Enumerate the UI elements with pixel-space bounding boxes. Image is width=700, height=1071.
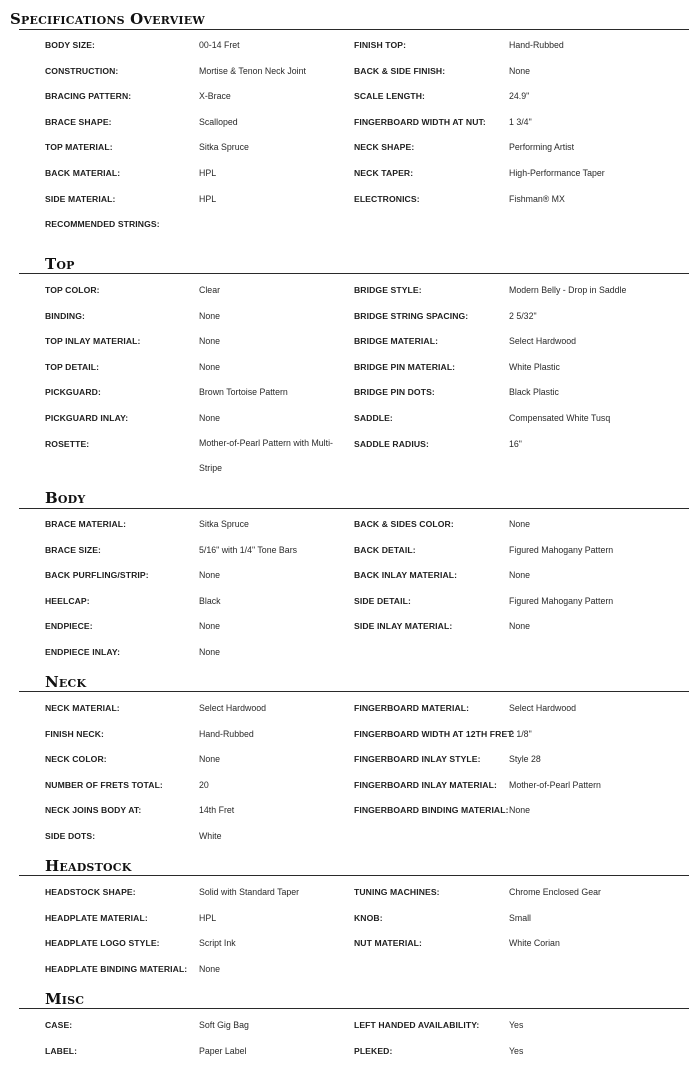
spec-label: BRIDGE PIN DOTS: — [354, 387, 435, 397]
spec-row — [0, 964, 700, 989]
section-divider — [19, 273, 689, 274]
spec-value: None — [509, 621, 531, 631]
spec-value: Yes — [509, 1046, 524, 1056]
spec-row — [0, 336, 700, 361]
spec-value: Clear — [199, 285, 221, 295]
spec-label: TOP DETAIL: — [45, 362, 100, 372]
spec-label: BACK & SIDE FINISH: — [354, 66, 446, 76]
spec-value: Select Hardwood — [509, 703, 576, 713]
spec-row — [0, 1046, 700, 1071]
spec-value: 2 5/32" — [509, 311, 537, 321]
spec-label: PICKGUARD INLAY: — [45, 413, 129, 423]
spec-value: None — [509, 570, 531, 580]
spec-row — [0, 703, 700, 728]
spec-label: TOP INLAY MATERIAL: — [45, 336, 141, 346]
spec-row — [0, 913, 700, 938]
spec-row — [0, 647, 700, 672]
spec-value: None — [199, 311, 221, 321]
spec-value: HPL — [199, 168, 217, 178]
spec-value: 2 1/8" — [509, 729, 532, 739]
spec-value: None — [199, 621, 221, 631]
spec-label: BACK INLAY MATERIAL: — [354, 570, 458, 580]
spec-value: None — [199, 413, 221, 423]
spec-row — [0, 168, 700, 193]
spec-label: BACK PURFLING/STRIP: — [45, 570, 149, 580]
spec-value: 5/16" with 1/4" Tone Bars — [199, 545, 298, 555]
spec-value: HPL — [199, 194, 217, 204]
spec-label: NECK JOINS BODY AT: — [45, 805, 142, 815]
spec-label: BRACE MATERIAL: — [45, 519, 127, 529]
spec-value: 24.9" — [509, 91, 530, 101]
spec-value: Hand-Rubbed — [509, 40, 564, 50]
spec-label: ELECTRONICS: — [354, 194, 420, 204]
spec-value: Paper Label — [199, 1046, 247, 1056]
spec-value: Mortise & Tenon Neck Joint — [199, 66, 306, 76]
spec-row — [0, 194, 700, 219]
spec-value: Performing Artist — [509, 142, 575, 152]
spec-value: Black — [199, 596, 221, 606]
spec-value: Hand-Rubbed — [199, 729, 254, 739]
spec-value: Black Plastic — [509, 387, 559, 397]
spec-label: CASE: — [45, 1020, 73, 1030]
spec-label: RECOMMENDED STRINGS: — [45, 219, 160, 229]
spec-row — [0, 754, 700, 779]
spec-row — [0, 938, 700, 963]
spec-row — [0, 805, 700, 830]
spec-label: FINGERBOARD WIDTH AT 12TH FRET: — [354, 729, 515, 739]
spec-label: ENDPIECE: — [45, 621, 93, 631]
spec-label: TOP MATERIAL: — [45, 142, 113, 152]
spec-label: FINGERBOARD WIDTH AT NUT: — [354, 117, 486, 127]
spec-value: Figured Mahogany Pattern — [509, 545, 614, 555]
spec-label: KNOB: — [354, 913, 383, 923]
section-divider — [19, 508, 689, 509]
spec-value: White Corian — [509, 938, 560, 948]
spec-label: BRIDGE MATERIAL: — [354, 336, 439, 346]
spec-value: None — [199, 362, 221, 372]
spec-value: Solid with Standard Taper — [199, 887, 300, 897]
spec-row — [0, 142, 700, 167]
spec-value: Style 28 — [509, 754, 541, 764]
spec-label: BRIDGE STYLE: — [354, 285, 422, 295]
section-heading: Body — [45, 489, 86, 507]
spec-label: SIDE DOTS: — [45, 831, 96, 841]
spec-label: BACK MATERIAL: — [45, 168, 121, 178]
spec-value: Sitka Spruce — [199, 142, 249, 152]
spec-value: None — [509, 519, 531, 529]
spec-value: Brown Tortoise Pattern — [199, 387, 288, 397]
spec-row — [0, 311, 700, 336]
spec-row — [0, 66, 700, 91]
spec-row — [0, 362, 700, 387]
spec-row — [0, 831, 700, 856]
spec-value: Mother-of-Pearl Pattern with Multi-Stripe — [199, 438, 333, 473]
spec-row — [0, 519, 700, 544]
spec-label: SCALE LENGTH: — [354, 91, 426, 101]
spec-value: None — [509, 805, 531, 815]
spec-value: None — [199, 570, 221, 580]
spec-value: White Plastic — [509, 362, 560, 372]
section-heading: Specifications Overview — [10, 10, 205, 28]
spec-row — [0, 545, 700, 570]
spec-label: TUNING MACHINES: — [354, 887, 440, 897]
spec-label: NUT MATERIAL: — [354, 938, 422, 948]
spec-value: None — [199, 964, 221, 974]
spec-value: Fishman® MX — [509, 194, 565, 204]
spec-label: NECK COLOR: — [45, 754, 107, 764]
section-divider — [19, 875, 689, 876]
spec-row — [0, 219, 700, 244]
spec-value: Small — [509, 913, 531, 923]
spec-row — [0, 570, 700, 595]
spec-label: BACK & SIDES COLOR: — [354, 519, 454, 529]
spec-value: Script Ink — [199, 938, 236, 948]
spec-label: BODY SIZE: — [45, 40, 96, 50]
spec-value: Modern Belly - Drop in Saddle — [509, 285, 627, 295]
spec-label: BRACE SHAPE: — [45, 117, 112, 127]
spec-row — [0, 1020, 700, 1045]
spec-label: NECK SHAPE: — [354, 142, 415, 152]
spec-label: BRACE SIZE: — [45, 545, 102, 555]
spec-label: BRIDGE STRING SPACING: — [354, 311, 469, 321]
spec-label: NECK MATERIAL: — [45, 703, 120, 713]
spec-value: None — [199, 336, 221, 346]
spec-label: PLEKED: — [354, 1046, 393, 1056]
spec-label: FINGERBOARD INLAY STYLE: — [354, 754, 481, 764]
spec-value: 00-14 Fret — [199, 40, 240, 50]
section-heading: Top — [45, 255, 75, 273]
spec-label: FINGERBOARD INLAY MATERIAL: — [354, 780, 497, 790]
spec-label: BACK DETAIL: — [354, 545, 416, 555]
spec-row — [0, 413, 700, 438]
section-divider — [19, 1008, 689, 1009]
spec-label: FINGERBOARD BINDING MATERIAL: — [354, 805, 509, 815]
spec-value: Select Hardwood — [199, 703, 266, 713]
spec-value: Yes — [509, 1020, 524, 1030]
spec-label: LEFT HANDED AVAILABILITY: — [354, 1020, 480, 1030]
spec-value: 14th Fret — [199, 805, 235, 815]
spec-value: Scalloped — [199, 117, 238, 127]
spec-value: None — [199, 647, 221, 657]
spec-row — [0, 596, 700, 621]
spec-label: BRIDGE PIN MATERIAL: — [354, 362, 456, 372]
spec-label: CONSTRUCTION: — [45, 66, 119, 76]
spec-value: Soft Gig Bag — [199, 1020, 249, 1030]
spec-row — [0, 780, 700, 805]
spec-row — [0, 729, 700, 754]
spec-label: HEADPLATE BINDING MATERIAL: — [45, 964, 188, 974]
spec-value: Select Hardwood — [509, 336, 576, 346]
spec-row — [0, 438, 700, 473]
spec-label: BRACING PATTERN: — [45, 91, 132, 101]
spec-label: SADDLE RADIUS: — [354, 439, 429, 449]
spec-label: SIDE MATERIAL: — [45, 194, 116, 204]
spec-label: FINGERBOARD MATERIAL: — [354, 703, 470, 713]
section-heading: Misc — [45, 990, 85, 1008]
spec-value: 1 3/4" — [509, 117, 532, 127]
spec-label: NUMBER OF FRETS TOTAL: — [45, 780, 163, 790]
spec-label: SADDLE: — [354, 413, 393, 423]
spec-row — [0, 887, 700, 912]
spec-label: SIDE INLAY MATERIAL: — [354, 621, 453, 631]
spec-value: None — [509, 66, 531, 76]
spec-label: LABEL: — [45, 1046, 78, 1056]
spec-label: FINISH NECK: — [45, 729, 104, 739]
section-divider — [19, 691, 689, 692]
spec-value: Sitka Spruce — [199, 519, 249, 529]
spec-row — [0, 117, 700, 142]
spec-value: Chrome Enclosed Gear — [509, 887, 601, 897]
spec-row — [0, 40, 700, 65]
spec-value: Mother-of-Pearl Pattern — [509, 780, 601, 790]
spec-row — [0, 91, 700, 116]
spec-row — [0, 621, 700, 646]
spec-label: TOP COLOR: — [45, 285, 100, 295]
spec-label: FINISH TOP: — [354, 40, 407, 50]
spec-value: Figured Mahogany Pattern — [509, 596, 614, 606]
spec-value: Compensated White Tusq — [509, 413, 611, 423]
spec-row — [0, 285, 700, 310]
spec-label: ROSETTE: — [45, 439, 90, 449]
spec-value: X-Brace — [199, 91, 231, 101]
spec-label: HEADPLATE MATERIAL: — [45, 913, 148, 923]
section-divider — [19, 29, 689, 30]
spec-label: HEADPLATE LOGO STYLE: — [45, 938, 160, 948]
section-heading: Headstock — [45, 857, 132, 875]
spec-row — [0, 387, 700, 412]
spec-label: SIDE DETAIL: — [354, 596, 411, 606]
spec-value: 20 — [199, 780, 209, 790]
spec-value: White — [199, 831, 222, 841]
spec-value: HPL — [199, 913, 217, 923]
spec-label: BINDING: — [45, 311, 85, 321]
section-heading: Neck — [45, 673, 87, 691]
spec-label: HEADSTOCK SHAPE: — [45, 887, 136, 897]
spec-value: 16" — [509, 439, 522, 449]
spec-value: None — [199, 754, 221, 764]
spec-value: High-Performance Taper — [509, 168, 605, 178]
spec-label: HEELCAP: — [45, 596, 90, 606]
spec-label: NECK TAPER: — [354, 168, 414, 178]
spec-label: ENDPIECE INLAY: — [45, 647, 121, 657]
spec-label: PICKGUARD: — [45, 387, 101, 397]
